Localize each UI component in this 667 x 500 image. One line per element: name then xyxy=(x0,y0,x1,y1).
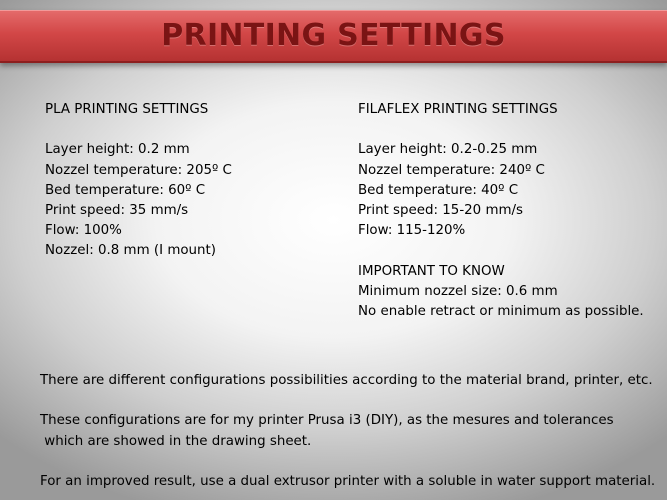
filaflex-settings-section xyxy=(358,100,644,322)
pla-nozzle-temperature: Nozzel temperature: 205º C xyxy=(45,162,232,178)
pla-flow: Flow: 100% xyxy=(45,223,122,239)
pla-heading: PLA PRINTING SETTINGS xyxy=(45,102,209,117)
pla-layer-height: Layer height: 0.2 mm xyxy=(45,142,190,158)
filaflex-nozzle-temperature: Nozzel temperature: 240º C xyxy=(358,162,545,178)
note-configurations: There are different configurations possibilities according to the material brand, printer, etc. xyxy=(40,373,653,388)
important-nozzle-size: Minimum nozzel size: 0.6 mm xyxy=(358,283,558,299)
notes-section xyxy=(40,371,655,492)
filaflex-bed-temperature: Bed temperature: 40º C xyxy=(358,182,519,198)
filaflex-print-speed: Print speed: 15-20 mm/s xyxy=(358,202,524,218)
title-banner xyxy=(0,10,667,63)
pla-settings-section xyxy=(45,100,232,262)
pla-print-speed: Print speed: 35 mm/s xyxy=(45,202,189,218)
note-improved-result: For an improved result, use a dual extrusor printer with a soluble in water support material. xyxy=(40,473,656,489)
important-retract: No enable retract or minimum as possible. xyxy=(358,303,644,319)
page-title: PRINTING SETTINGS xyxy=(161,18,506,53)
note-printer-line-2: which are showed in the drawing sheet. xyxy=(40,433,312,449)
pla-bed-temperature: Bed temperature: 60º C xyxy=(45,182,206,198)
note-printer-line-1: These configurations are for my printer Prusa i3 (DIY), as the mesures and tolerances xyxy=(40,413,614,429)
pla-nozzle: Nozzel: 0.8 mm (I mount) xyxy=(45,243,217,259)
filaflex-flow: Flow: 115-120% xyxy=(358,223,466,239)
important-heading: IMPORTANT TO KNOW xyxy=(358,263,505,279)
filaflex-heading: FILAFLEX PRINTING SETTINGS xyxy=(358,102,558,117)
filaflex-layer-height: Layer height: 0.2-0.25 mm xyxy=(358,142,538,158)
